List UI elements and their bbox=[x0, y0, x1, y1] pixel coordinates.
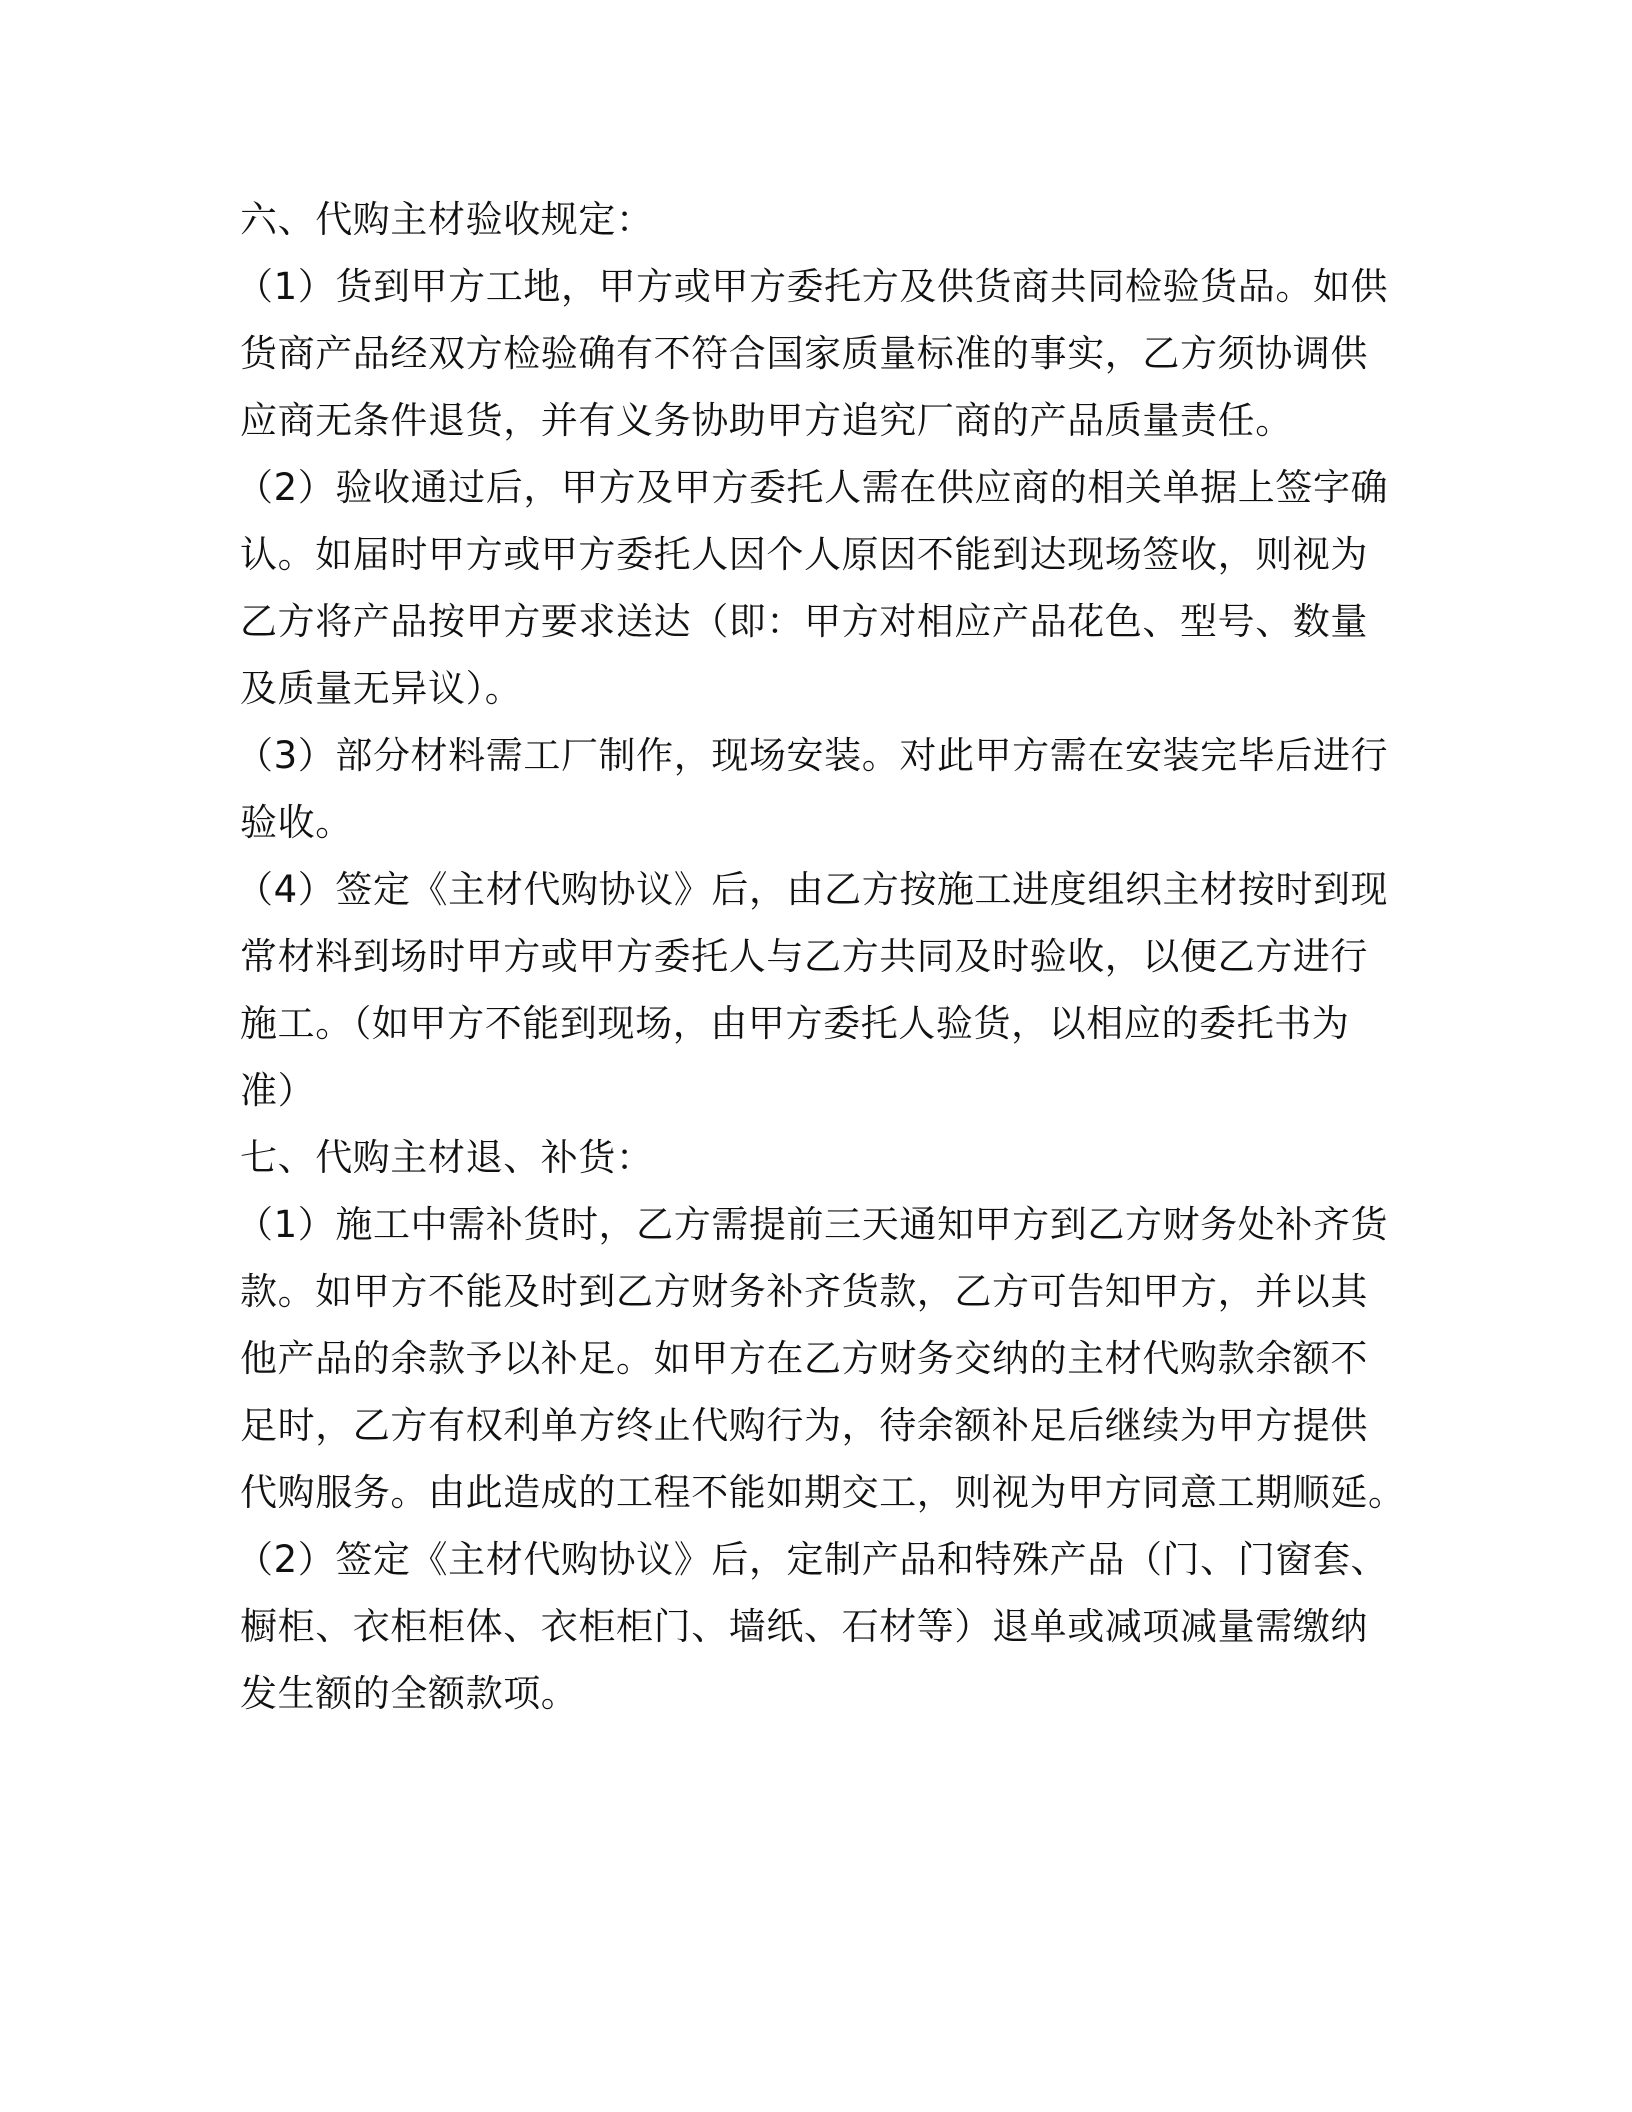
clause-6-4-line-4: 准） bbox=[240, 1069, 316, 1112]
clause-7-2-line-1: （2）签定《主材代购协议》后，定制产品和特殊产品（门、门窗套、 bbox=[236, 1538, 1389, 1581]
clause-7-2-line-2: 橱柜、衣柜柜体、衣柜柜门、墙纸、石材等）退单或减项减量需缴纳 bbox=[240, 1605, 1368, 1648]
clause-6-1-line-1: （1）货到甲方工地，甲方或甲方委托方及供货商共同检验货品。如供 bbox=[236, 265, 1389, 308]
clause-7-1-line-4: 足时，乙方有权利单方终止代购行为，待余额补足后继续为甲方提供 bbox=[240, 1404, 1368, 1447]
document-body bbox=[236, 186, 1406, 1727]
clause-6-3-line-1: （3）部分材料需工厂制作，现场安装。对此甲方需在安装完毕后进行 bbox=[236, 734, 1389, 777]
section-heading-7: 七、代购主材退、补货： bbox=[240, 1136, 654, 1179]
clause-6-1-line-2: 货商产品经双方检验确有不符合国家质量标准的事实，乙方须协调供 bbox=[240, 332, 1368, 375]
clause-6-4-line-1: （4）签定《主材代购协议》后，由乙方按施工进度组织主材按时到现 bbox=[236, 868, 1389, 911]
clause-7-1-line-3: 他产品的余款予以补足。如甲方在乙方财务交纳的主材代购款余额不 bbox=[240, 1337, 1368, 1380]
clause-6-3-line-2: 验收。 bbox=[240, 801, 353, 844]
section-heading-6: 六、代购主材验收规定： bbox=[240, 198, 654, 241]
clause-6-4-line-2: 常材料到场时甲方或甲方委托人与乙方共同及时验收，以便乙方进行 bbox=[240, 935, 1368, 978]
clause-7-2-line-3: 发生额的全额款项。 bbox=[240, 1672, 579, 1715]
clause-7-1-line-1: （1）施工中需补货时，乙方需提前三天通知甲方到乙方财务处补齐货 bbox=[236, 1203, 1389, 1246]
clause-6-1-line-3: 应商无条件退货，并有义务协助甲方追究厂商的产品质量责任。 bbox=[240, 399, 1293, 442]
clause-6-2-line-1: （2）验收通过后，甲方及甲方委托人需在供应商的相关单据上签字确 bbox=[236, 466, 1389, 509]
clause-6-2-line-4: 及质量无异议）。 bbox=[240, 667, 523, 710]
clause-6-2-line-2: 认。如届时甲方或甲方委托人因个人原因不能到达现场签收，则视为 bbox=[240, 533, 1368, 576]
clause-6-4-line-3: 施工。（如甲方不能到现场，由甲方委托人验货，以相应的委托书为 bbox=[240, 1002, 1350, 1045]
clause-7-1-line-2: 款。如甲方不能及时到乙方财务补齐货款，乙方可告知甲方，并以其 bbox=[240, 1270, 1368, 1313]
clause-7-1-line-5: 代购服务。由此造成的工程不能如期交工，则视为甲方同意工期顺延。 bbox=[240, 1471, 1406, 1514]
clause-6-2-line-3: 乙方将产品按甲方要求送达（即：甲方对相应产品花色、型号、数量 bbox=[240, 600, 1368, 643]
